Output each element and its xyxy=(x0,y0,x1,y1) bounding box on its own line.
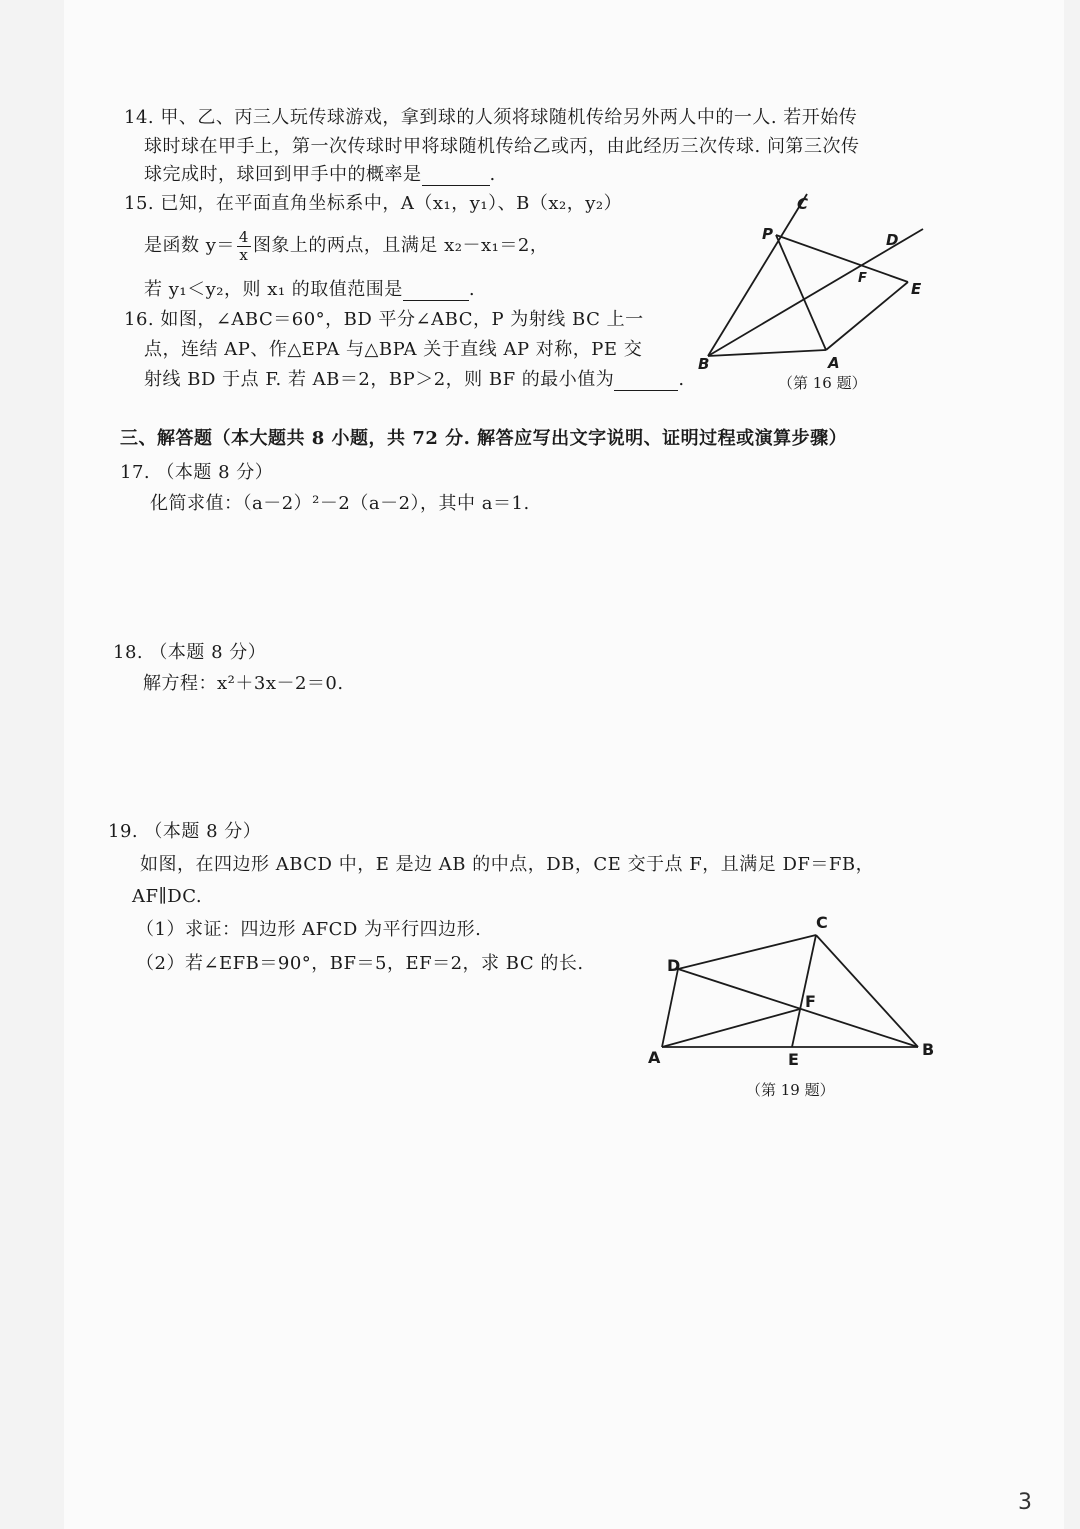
q15-line1: 15. 已知，在平面直角坐标系中，A（x₁，y₁）、B（x₂，y₂） xyxy=(124,193,623,214)
q17-header: 17. （本题 8 分） xyxy=(120,462,274,483)
q17-body: 化简求值：（a－2）²－2（a－2），其中 a＝1. xyxy=(150,493,530,514)
fig16-label-e: E xyxy=(911,280,922,298)
q15-frac-den: x xyxy=(239,245,249,264)
fig19-segment-dc xyxy=(678,935,816,969)
q16-line3 xyxy=(144,369,685,391)
q15-line2-pre: 是函数 y＝ xyxy=(144,235,235,256)
fig19-caption: （第 19 题） xyxy=(746,1081,835,1099)
q14-line3 xyxy=(144,164,496,186)
fig16-label-d: D xyxy=(886,231,899,249)
fig16-label-b: B xyxy=(698,355,710,373)
fig16-label-a: A xyxy=(828,354,840,372)
fig16-segment-ba xyxy=(708,350,826,356)
q19-part1: （1）求证：四边形 AFCD 为平行四边形. xyxy=(136,919,482,940)
q15-line3 xyxy=(144,279,475,301)
q15-line3-text: 若 y₁＜y₂，则 x₁ 的取值范围是 xyxy=(144,279,403,300)
q14-end: . xyxy=(489,164,496,185)
q15-line2 xyxy=(144,228,548,264)
q15-line2-post: 图象上的两点，且满足 x₂－x₁＝2， xyxy=(252,235,549,256)
figure-19 xyxy=(640,905,950,1105)
q14-line3-text: 球完成时，球回到甲手中的概率是 xyxy=(144,164,422,185)
q19-line1: 如图，在四边形 ABCD 中，E 是边 AB 的中点，DB，CE 交于点 F，且满足 DF＝FB， xyxy=(140,854,875,875)
q14-line1: 14. 甲、乙、丙三人玩传球游戏，拿到球的人须将球随机传给另外两人中的一人. 若开始传 xyxy=(124,107,858,128)
q18-body: 解方程：x²＋3x－2＝0. xyxy=(143,673,344,694)
fig16-caption: （第 16 题） xyxy=(778,374,867,392)
fig19-segment-ad xyxy=(662,969,678,1047)
fig19-label-d: D xyxy=(667,956,681,975)
q16-line1: 16. 如图，∠ABC＝60°，BD 平分∠ABC，P 为射线 BC 上一 xyxy=(124,309,644,330)
q15-end: . xyxy=(468,279,476,300)
q14-answer-blank xyxy=(422,167,490,186)
q14-line2: 球时球在甲手上，第一次传球时甲将球随机传给乙或丙，由此经历三次传球. 问第三次传 xyxy=(144,136,860,157)
fig19-label-a: A xyxy=(648,1048,661,1067)
q16-line3-text: 射线 BD 于点 F. 若 AB＝2，BP＞2，则 BF 的最小值为 xyxy=(144,369,615,390)
q18-header: 18. （本题 8 分） xyxy=(113,642,267,663)
q19-line2: AF∥DC. xyxy=(132,886,203,907)
page-number: 3 xyxy=(1018,1490,1032,1515)
q19-part2: （2）若∠EFB＝90°，BF＝5，EF＝2，求 BC 的长. xyxy=(136,953,584,974)
q16-answer-blank xyxy=(614,372,678,391)
fig16-label-p: P xyxy=(762,225,773,243)
q15-answer-blank xyxy=(403,282,469,301)
fig19-label-c: C xyxy=(816,913,828,932)
fig16-label-f: F xyxy=(858,271,867,286)
q16-line2: 点，连结 AP、作△EPA 与△BPA 关于直线 AP 对称，PE 交 xyxy=(144,339,643,360)
fig19-segment-af xyxy=(662,1009,800,1047)
fig19-segment-ce xyxy=(792,935,816,1047)
q19-header: 19. （本题 8 分） xyxy=(108,821,262,842)
fig19-label-f: F xyxy=(805,992,816,1011)
q15-frac-num: 4 xyxy=(238,227,249,246)
q15-fraction xyxy=(237,229,251,264)
fig16-segment-pa xyxy=(776,235,826,350)
fig19-label-e: E xyxy=(788,1050,799,1069)
fig19-label-b: B xyxy=(922,1040,935,1059)
q16-end: . xyxy=(678,369,685,390)
fig16-segment-ae xyxy=(826,282,908,350)
fig16-ray-bc xyxy=(708,194,807,356)
fig16-label-c: C xyxy=(797,195,809,213)
figure-16 xyxy=(690,188,940,398)
section3-heading: 三、解答题（本大题共 8 小题，共 72 分. 解答应写出文字说明、证明过程或演算步骤） xyxy=(120,428,848,449)
